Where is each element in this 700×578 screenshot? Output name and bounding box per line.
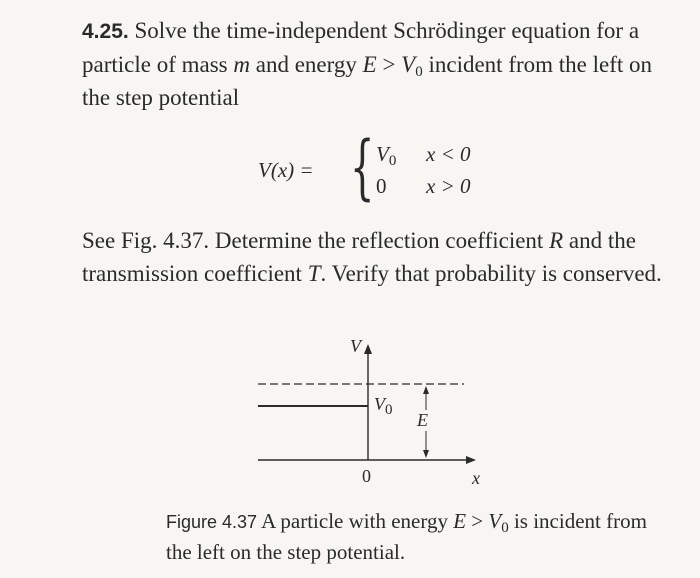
energy-label: E xyxy=(417,410,428,430)
task-text-2: and the transmission coefficient xyxy=(82,228,636,286)
equation-lhs: V(x) = xyxy=(258,158,314,182)
caption-label: Figure 4.37 xyxy=(166,512,258,532)
caption-greater-than: > xyxy=(466,509,489,533)
figure-caption xyxy=(166,506,666,567)
x-axis-arrowhead xyxy=(466,456,476,464)
step-potential-figure xyxy=(250,338,490,498)
task-text-3: . Verify that probability is conserved. xyxy=(320,261,662,286)
x-axis-label: x xyxy=(472,468,480,488)
equation-V: V xyxy=(376,142,389,166)
task-text-1: See Fig. 4.37. Determine the reflection coefficient xyxy=(82,228,550,253)
energy-symbol: E xyxy=(362,52,377,77)
equation-case-2-value: 0 xyxy=(376,174,387,198)
problem-number: 4.25. xyxy=(82,20,129,43)
caption-potential-subscript: 0 xyxy=(501,520,509,536)
y-axis-arrowhead xyxy=(364,344,372,354)
equation-case-1-condition: x < 0 xyxy=(426,142,471,166)
problem-text-1: Solve the time-independent Schrödinger equation for a particle of mass xyxy=(82,18,640,77)
potential-symbol: V xyxy=(401,52,416,77)
step-label-subscript: 0 xyxy=(385,402,393,418)
mass-symbol: m xyxy=(233,52,250,77)
potential-subscript: 0 xyxy=(415,64,423,80)
energy-arrow-up-icon xyxy=(423,386,429,394)
step-label xyxy=(374,394,393,418)
caption-energy-symbol: E xyxy=(453,509,467,533)
y-axis-label: V xyxy=(350,336,361,356)
problem-statement xyxy=(82,14,682,114)
equation-case-1-value xyxy=(376,142,396,167)
step-label-V: V xyxy=(374,394,385,414)
caption-text-1: A particle with energy xyxy=(257,509,454,533)
problem-text-2: and energy xyxy=(250,52,363,77)
caption-potential-symbol: V xyxy=(488,509,502,533)
equation-case-2-condition: x > 0 xyxy=(426,174,471,198)
equation-brace: { xyxy=(350,126,375,208)
reflection-symbol: R xyxy=(549,228,564,253)
task-statement xyxy=(82,224,682,290)
problem-text-3: incident from the left on the step potential xyxy=(82,52,653,110)
step-potential-equation xyxy=(258,126,498,208)
energy-arrow-down-icon xyxy=(423,450,429,458)
caption-text-2: is incident from the left on the step potential. xyxy=(166,509,647,564)
equation-V-subscript: 0 xyxy=(388,153,397,169)
origin-label: 0 xyxy=(362,466,371,486)
transmission-symbol: T xyxy=(307,261,321,286)
greater-than: > xyxy=(376,52,402,77)
